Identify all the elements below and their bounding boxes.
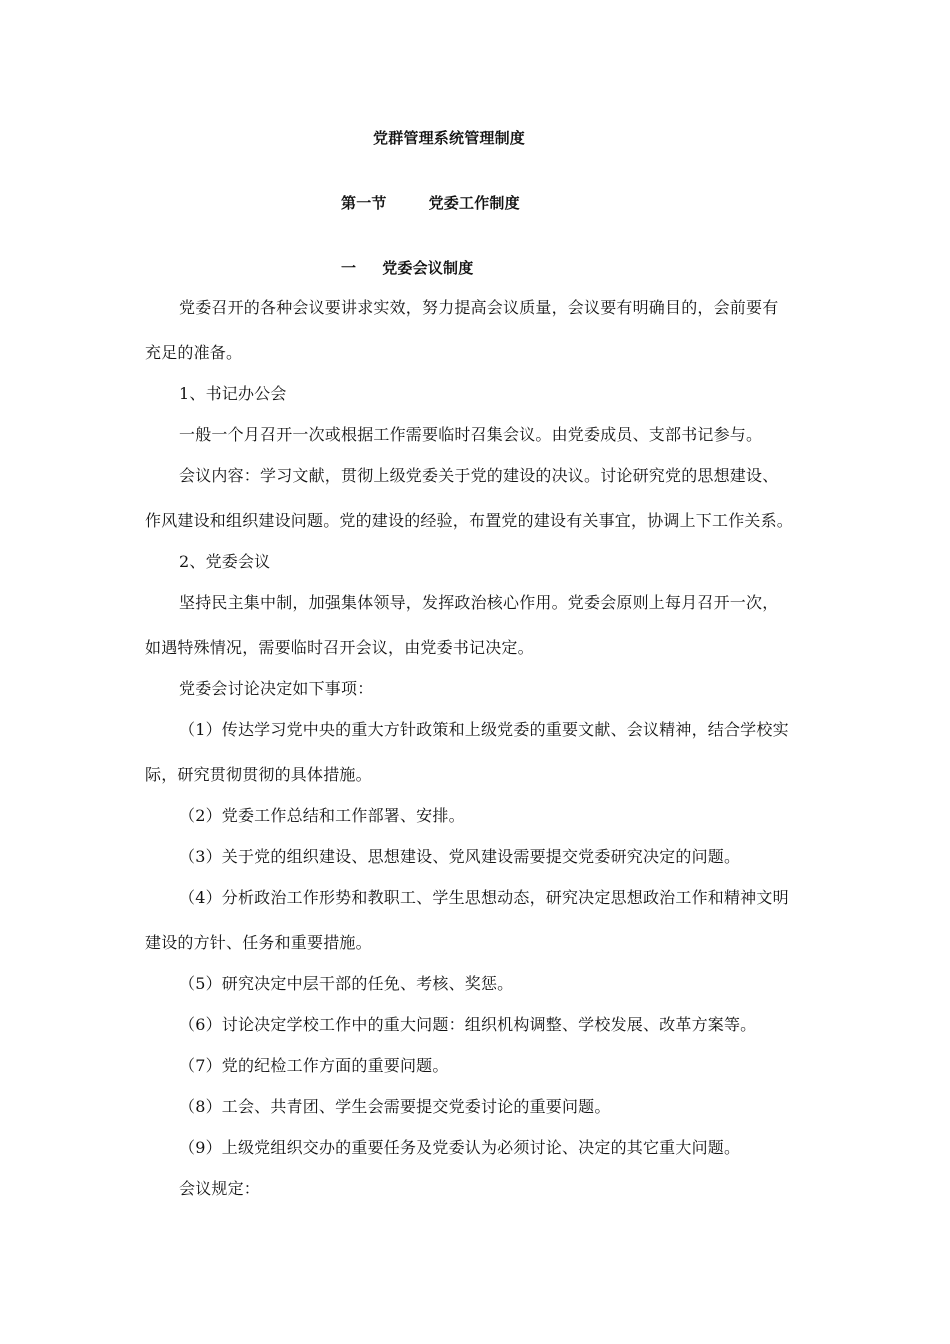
list-item-continuation: 际，研究贯彻贯彻的具体措施。 bbox=[145, 765, 372, 784]
paragraph-line: 党委会讨论决定如下事项： bbox=[179, 679, 374, 698]
paragraph-line: 充足的准备。 bbox=[145, 343, 243, 362]
paragraph-line: 如遇特殊情况，需要临时召开会议，由党委书记决定。 bbox=[145, 638, 534, 657]
list-item: （3）关于党的组织建设、思想建设、党风建设需要提交党委研究决定的问题。 bbox=[179, 847, 741, 866]
paragraph-line: 坚持民主集中制，加强集体领导，发挥政治核心作用。党委会原则上每月召开一次， bbox=[179, 593, 779, 612]
paragraph-line: 会议内容：学习文献，贯彻上级党委关于党的建设的决议。讨论研究党的思想建设、 bbox=[179, 466, 779, 485]
list-item: （7）党的纪检工作方面的重要问题。 bbox=[179, 1056, 449, 1075]
list-item: （9）上级党组织交办的重要任务及党委认为必须讨论、决定的其它重大问题。 bbox=[179, 1138, 741, 1157]
section-number: 第一节 bbox=[341, 194, 387, 212]
section-heading bbox=[341, 193, 520, 213]
paragraph-line: 一般一个月召开一次或根据工作需要临时召集会议。由党委成员、支部书记参与。 bbox=[179, 425, 763, 444]
subsection-heading bbox=[341, 258, 473, 278]
subsection-name: 党委会议制度 bbox=[382, 259, 474, 277]
list-item: （5）研究决定中层干部的任免、考核、奖惩。 bbox=[179, 974, 514, 993]
list-item: （6）讨论决定学校工作中的重大问题：组织机构调整、学校发展、改革方案等。 bbox=[179, 1015, 757, 1034]
section-name: 党委工作制度 bbox=[428, 194, 520, 212]
list-item-continuation: 建设的方针、任务和重要措施。 bbox=[145, 933, 372, 952]
list-item: （1）传达学习党中央的重大方针政策和上级党委的重要文献、会议精神，结合学校实 bbox=[179, 720, 789, 739]
clause-heading-committee-meeting: 2、党委会议 bbox=[179, 552, 271, 571]
document-title: 党群管理系统管理制度 bbox=[373, 129, 526, 147]
paragraph-line: 党委召开的各种会议要讲求实效，努力提高会议质量，会议要有明确目的，会前要有 bbox=[179, 298, 779, 317]
paragraph-line: 作风建设和组织建设问题。党的建设的经验，布置党的建设有关事宜，协调上下工作关系。 bbox=[145, 511, 794, 530]
clause-heading-secretary-meeting: 1、书记办公会 bbox=[179, 384, 287, 403]
list-item: （8）工会、共青团、学生会需要提交党委讨论的重要问题。 bbox=[179, 1097, 611, 1116]
subsection-number: 一 bbox=[341, 259, 357, 277]
paragraph-line: 会议规定： bbox=[179, 1179, 261, 1198]
list-item: （2）党委工作总结和工作部署、安排。 bbox=[179, 806, 465, 825]
list-item: （4）分析政治工作形势和教职工、学生思想动态，研究决定思想政治工作和精神文明 bbox=[179, 888, 789, 907]
